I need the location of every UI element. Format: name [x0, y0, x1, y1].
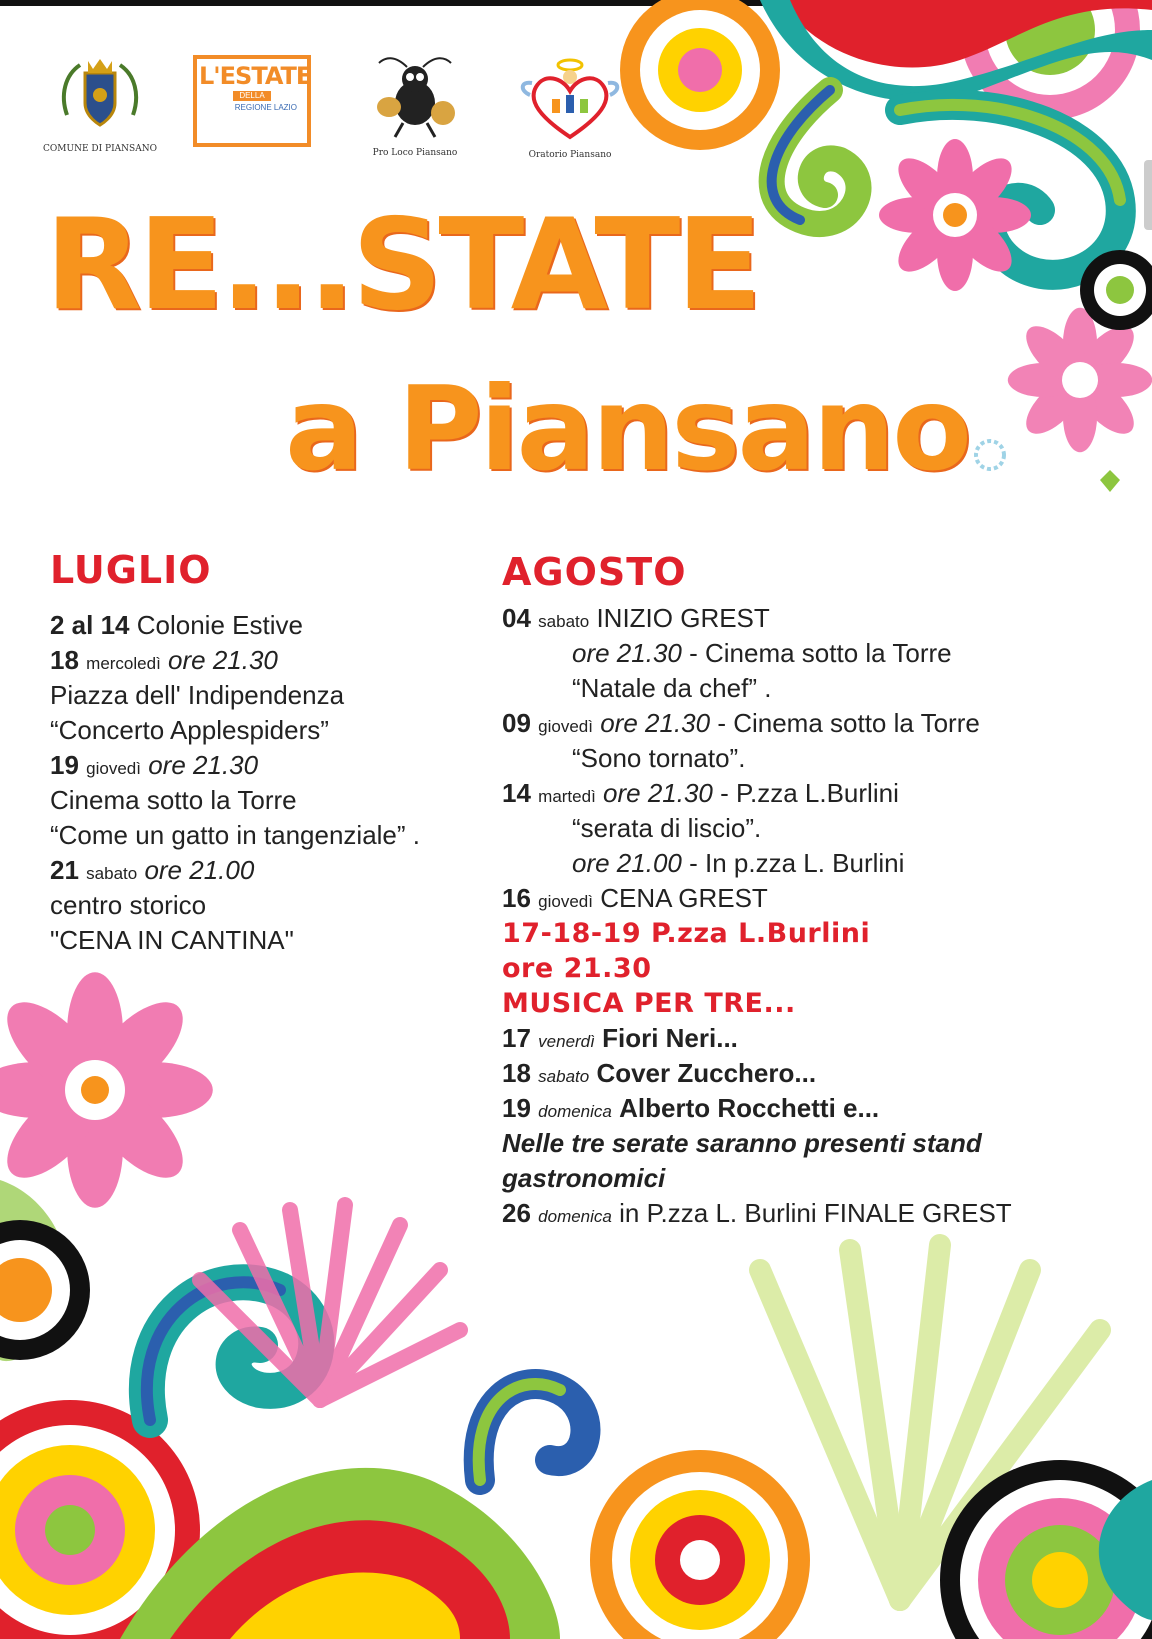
crest-icon — [55, 55, 145, 135]
music-date: 17 — [502, 1023, 531, 1053]
agosto-events — [502, 601, 1012, 1231]
highlight-line — [502, 951, 1012, 986]
comune-logo — [40, 55, 160, 154]
event-date: 18 — [50, 645, 79, 675]
highlight-title: MUSICA PER TRE... — [502, 988, 796, 1019]
event-time: ore 21.30 — [148, 750, 259, 780]
music-line — [502, 1021, 1012, 1056]
cricket-mascot-icon — [365, 55, 465, 139]
finale-line — [502, 1196, 1012, 1231]
heart-angel-icon — [520, 55, 620, 141]
estate-logo-della: DELLA — [233, 91, 271, 101]
stand-note-line2: gastronomici — [502, 1163, 666, 1193]
event-title: “Natale da chef” . — [572, 673, 772, 703]
event-title: “Sono tornato”. — [572, 743, 746, 773]
event-line — [502, 846, 1012, 881]
event-line — [50, 853, 420, 888]
event-weekday: mercoledì — [86, 654, 161, 673]
event-detail: - In p.zza L. Burlini — [681, 848, 905, 878]
event-date: 16 — [502, 883, 531, 913]
event-time: ore 21.00 — [144, 855, 255, 885]
event-place: centro storico — [50, 890, 207, 920]
estate-lazio-logo — [190, 55, 314, 147]
event-title: “serata di liscio”. — [572, 813, 762, 843]
event-date: 09 — [502, 708, 531, 738]
event-time: ore 21.30 — [168, 645, 278, 675]
music-act: Cover Zucchero... — [596, 1058, 817, 1088]
finale-weekday: domenica — [538, 1207, 612, 1226]
event-line — [502, 706, 1012, 741]
event-weekday: giovedì — [538, 892, 593, 911]
highlight-line — [502, 986, 1012, 1021]
event-weekday: sabato — [538, 612, 590, 631]
stand-note-line1: Nelle tre serate saranno presenti stand — [502, 1128, 982, 1158]
event-text: Colonie Estive — [136, 610, 303, 640]
music-line — [502, 1056, 1012, 1091]
agosto-heading: AGOSTO — [502, 550, 687, 594]
event-place: Cinema sotto la Torre — [50, 785, 297, 815]
event-title: “Concerto Applespiders” — [50, 715, 329, 745]
event-line — [502, 636, 1012, 671]
scrollbar-thumb[interactable] — [1144, 160, 1152, 230]
music-line — [502, 1091, 1012, 1126]
event-detail: - Cinema sotto la Torre — [681, 638, 952, 668]
left-pink-flower — [0, 972, 213, 1208]
event-time: ore 21.30 — [600, 708, 711, 738]
oratorio-caption: Oratorio Piansano — [528, 150, 612, 160]
event-time: ore 21.00 — [572, 848, 682, 878]
estate-logo-regione: REGIONE LAZIO — [234, 103, 297, 112]
event-text: CENA GREST — [600, 883, 768, 913]
event-time: ore 21.30 — [572, 638, 682, 668]
oratorio-logo — [510, 55, 630, 160]
proloco-logo — [350, 55, 480, 158]
event-line — [50, 748, 420, 783]
highlight-dates-place: 17-18-19 P.zza L.Burlini — [502, 918, 871, 949]
sponsor-logos — [40, 55, 680, 165]
event-date: 21 — [50, 855, 79, 885]
event-time: ore 21.30 — [603, 778, 713, 808]
event-place: Piazza dell' Indipendenza — [50, 680, 345, 710]
comune-caption: COMUNE DI PIANSANO — [43, 144, 157, 154]
bottom-decoration — [0, 1180, 1152, 1639]
finale-text: in P.zza L. Burlini FINALE GREST — [619, 1198, 1012, 1228]
event-line — [502, 881, 1012, 916]
event-date: 2 al 14 — [50, 610, 130, 640]
event-line — [502, 601, 1012, 636]
music-act: Fiori Neri... — [602, 1023, 738, 1053]
music-act: Alberto Rocchetti e... — [619, 1093, 880, 1123]
event-line — [50, 643, 420, 678]
highlight-line — [502, 916, 1012, 951]
event-detail: - P.zza L.Burlini — [712, 778, 899, 808]
music-date: 18 — [502, 1058, 531, 1088]
main-title-line2: a Piansano — [285, 362, 969, 497]
event-date: 14 — [502, 778, 531, 808]
event-text: INIZIO GREST — [596, 603, 770, 633]
luglio-events — [50, 608, 420, 958]
event-weekday: giovedì — [538, 717, 593, 736]
luglio-heading: LUGLIO — [50, 548, 212, 592]
music-weekday: domenica — [538, 1102, 612, 1121]
music-weekday: sabato — [538, 1067, 590, 1086]
event-weekday: giovedì — [86, 759, 141, 778]
event-title: "CENA IN CANTINA" — [50, 925, 294, 955]
finale-date: 26 — [502, 1198, 531, 1228]
event-line — [502, 776, 1012, 811]
event-weekday: martedì — [538, 787, 596, 806]
music-date: 19 — [502, 1093, 531, 1123]
event-line — [50, 608, 420, 643]
event-date: 19 — [50, 750, 79, 780]
event-weekday: sabato — [86, 864, 138, 883]
event-detail: - Cinema sotto la Torre — [710, 708, 980, 738]
event-date: 04 — [502, 603, 531, 633]
event-title: “Come un gatto in tangenziale” . — [50, 820, 420, 850]
music-weekday: venerdì — [538, 1032, 595, 1051]
proloco-caption: Pro Loco Piansano — [372, 148, 458, 158]
highlight-time: ore 21.30 — [502, 953, 652, 984]
main-title-line1: RE...STATE — [45, 191, 759, 338]
estate-logo-title: L'ESTATE — [199, 62, 312, 90]
